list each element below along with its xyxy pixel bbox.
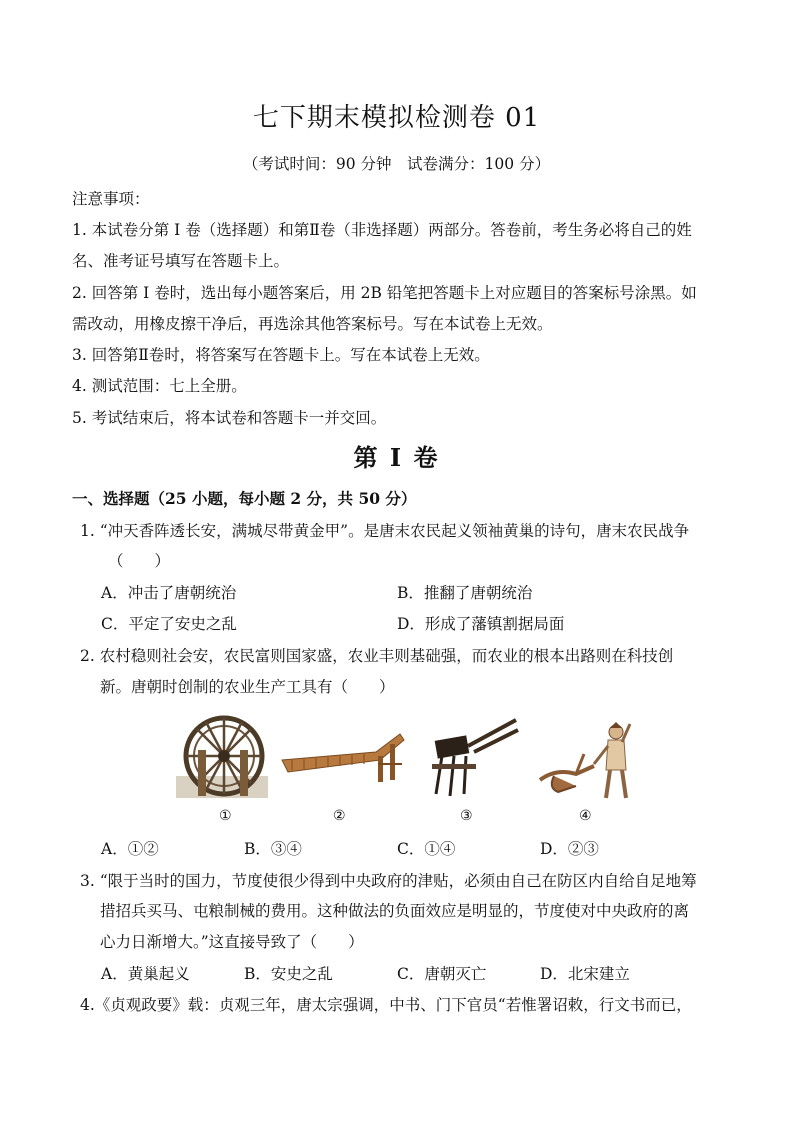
- notice-line: 1. 本试卷分第 I 卷（选择题）和第Ⅱ卷（非选择题）两部分。答卷前，考生务必将自己的姓: [72, 221, 692, 239]
- notice-line: 3. 回答第Ⅱ卷时，将答案写在答题卡上。写在本试卷上无效。: [72, 346, 490, 364]
- plow-image: [428, 716, 520, 802]
- notice-line: 5. 考试结束后，将本试卷和答题卡一并交回。: [72, 409, 387, 427]
- figure-label: ①: [219, 808, 232, 824]
- question-1-stem: 1. “冲天香阵透长安，满城尽带黄金甲”。是唐末农民起义领袖黄巢的诗句，唐末农民战争: [80, 522, 690, 540]
- question-1-option-c[interactable]: C．平定了安史之乱: [101, 615, 237, 633]
- question-4-stem: 4.《贞观政要》载：贞观三年，唐太宗强调，中书、门下官员“若惟署诏敕，行文书而已，: [80, 996, 692, 1014]
- section-title: 第 I 卷: [353, 443, 440, 472]
- farmer-with-plow-image: [536, 718, 636, 802]
- waterwheel-image: [176, 714, 268, 802]
- question-1-option-d[interactable]: D．形成了藩镇割据局面: [397, 615, 565, 633]
- question-1-option-a[interactable]: A．冲击了唐朝统治: [101, 584, 237, 602]
- question-3-option-c[interactable]: C．唐朝灭亡: [397, 965, 487, 983]
- notice-line: 2. 回答第 I 卷时，选出每小题答案后，用 2B 铅笔把答题卡上对应题目的答案标号涂黑。如: [72, 284, 697, 302]
- question-3-stem: 3. “限于当时的国力，节度使很少得到中央政府的津贴，必须由自己在防区内自给自足地筹: [80, 872, 697, 890]
- page-subtitle: （考试时间：90 分钟 试卷满分：100 分）: [242, 155, 551, 173]
- question-2-stem: 2. 农村稳则社会安，农民富则国家盛，农业丰则基础强，而农业的根本出路则在科技创: [80, 647, 674, 665]
- figure-label: ④: [579, 808, 592, 824]
- notice-line: 需改动，用橡皮擦干净后，再选涂其他答案标号。写在本试卷上无效。: [72, 315, 553, 333]
- question-1-option-b[interactable]: B．推翻了唐朝统治: [397, 584, 533, 602]
- question-3-option-b[interactable]: B．安史之乱: [244, 965, 333, 983]
- question-3-option-d[interactable]: D．北宋建立: [540, 965, 630, 983]
- question-2-option-c[interactable]: C．①④: [397, 840, 456, 858]
- question-2-option-b[interactable]: B．③④: [244, 840, 302, 858]
- question-1-blank: （ ）: [108, 552, 171, 570]
- question-3-stem-cont: 措招兵买马、屯粮制械的费用。这种做法的负面效应是明显的，节度使对中央政府的离: [100, 902, 690, 920]
- question-3-stem-cont: 心力日渐增大。”这直接导致了（ ）: [100, 933, 364, 951]
- notice-line: 名、准考证号填写在答题卡上。: [72, 252, 290, 270]
- part-heading: 一、选择题（25 小题，每小题 2 分，共 50 分）: [72, 489, 417, 508]
- question-3-option-a[interactable]: A．黄巢起义: [101, 965, 190, 983]
- figure-label: ③: [460, 808, 473, 824]
- question-2-stem-cont: 新。唐朝时创制的农业生产工具有（ ）: [100, 678, 395, 696]
- dragon-bone-pump-image: [280, 730, 406, 786]
- question-2-option-a[interactable]: A．①②: [101, 840, 159, 858]
- question-2-option-d[interactable]: D．②③: [540, 840, 599, 858]
- notice-heading: 注意事项：: [72, 190, 150, 208]
- figure-label: ②: [333, 808, 346, 824]
- page-title: 七下期末模拟检测卷 01: [252, 103, 541, 133]
- notice-line: 4. 测试范围：七上全册。: [72, 377, 247, 395]
